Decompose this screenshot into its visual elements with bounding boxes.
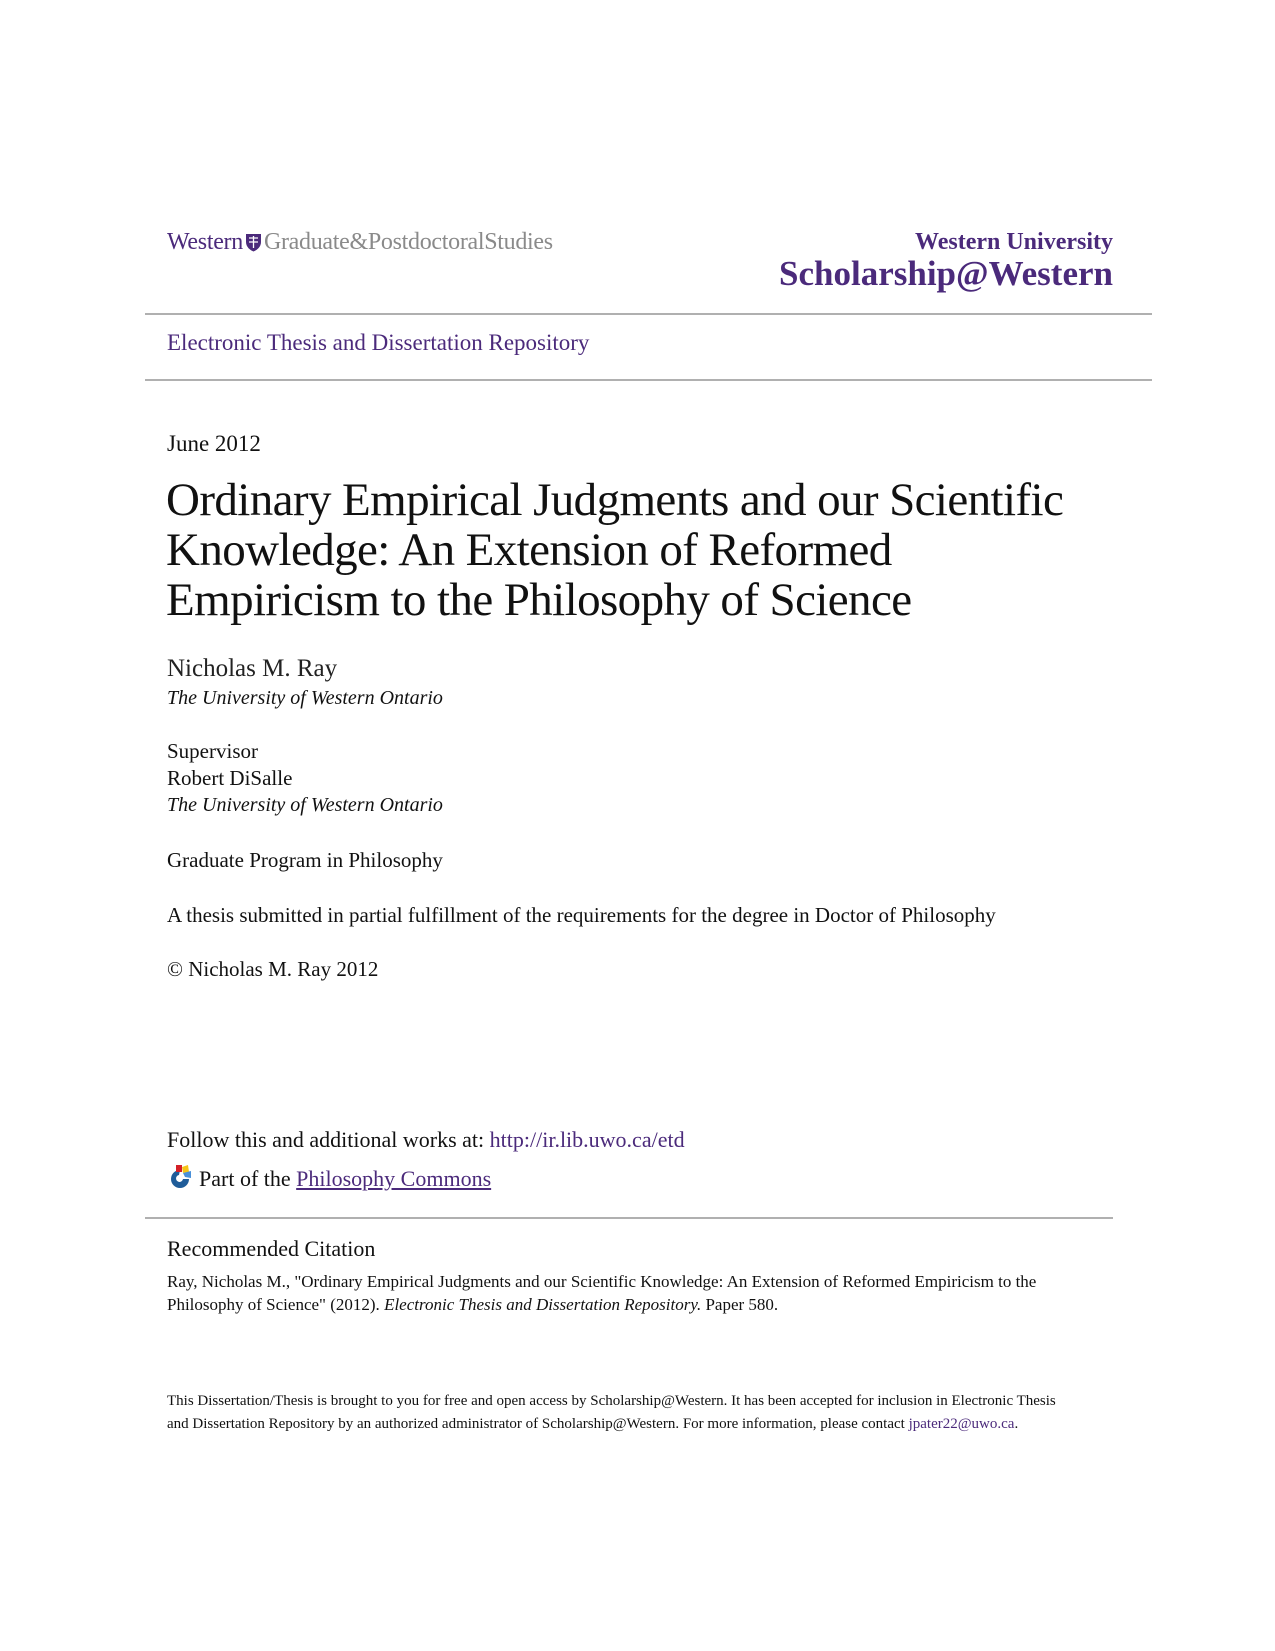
thesis-title [166,475,1166,625]
citation-heading: Recommended Citation [167,1236,376,1261]
graduate-program: Graduate Program in Philosophy [167,848,443,872]
citation-line-start: Philosophy of Science" (2012). [167,1295,385,1314]
publication-date: June 2012 [167,431,261,456]
graduate-studies-logo [167,229,553,256]
title-line: Empiricism to the Philosophy of Science [166,574,912,626]
notice-line [167,1413,1056,1436]
contact-email-link[interactable]: jpater22@uwo.ca [908,1416,1015,1432]
repository-divider [145,379,1152,381]
supervisor-affiliation: The University of Western Ontario [167,794,443,816]
supervisor-name: Robert DiSalle [167,766,293,790]
scholarship-western-label: Scholarship@Western [779,254,1113,293]
supervisor-label: Supervisor [167,739,258,763]
western-crest-icon [245,233,262,252]
header-divider [145,313,1152,315]
citation-text [167,1270,1036,1316]
repository-name: Electronic Thesis and Dissertation Repository [167,330,590,355]
degree-statement: A thesis submitted in partial fulfillment of the requirements for the degree in Doctor of Philosophy [167,903,996,927]
copyright-notice: © Nicholas M. Ray 2012 [167,957,379,981]
access-notice [167,1390,1056,1436]
author-affiliation: The University of Western Ontario [167,687,443,709]
author-name: Nicholas M. Ray [167,655,338,682]
citation-series: Electronic Thesis and Dissertation Repository. [384,1295,702,1314]
citation-divider [145,1217,1113,1219]
follow-label: Follow this and additional works at: [167,1127,490,1152]
notice-line: This Dissertation/Thesis is brought to you for free and open access by Scholarship@Western. It has been accepted for inclusion in Electronic Thesis [167,1393,1056,1409]
citation-line [167,1293,1036,1316]
western-wordmark: Western [167,229,243,255]
part-of-label: Part of the [199,1166,297,1191]
western-university-label: Western University [915,229,1113,255]
citation-paper-number: Paper 580. [701,1295,779,1314]
part-of-line [167,1164,491,1192]
digital-commons-icon [167,1164,193,1190]
title-line: Knowledge: An Extension of Reformed [166,524,892,576]
notice-line-text: and Dissertation Repository by an authorized administrator of Scholarship@Western. For more information, please contact [167,1416,909,1432]
philosophy-commons-link[interactable]: Philosophy Commons [296,1166,492,1191]
notice-period: . [1014,1416,1019,1432]
repository-url-link[interactable]: http://ir.lib.uwo.ca/etd [489,1127,685,1152]
graduate-wordmark: Graduate&PostdoctoralStudies [263,229,553,255]
citation-line: Ray, Nicholas M., "Ordinary Empirical Judgments and our Scientific Knowledge: An Extension of Reformed Empiricism to the [167,1272,1037,1291]
title-line: Ordinary Empirical Judgments and our Scientific [166,474,1064,526]
follow-line [167,1127,685,1153]
